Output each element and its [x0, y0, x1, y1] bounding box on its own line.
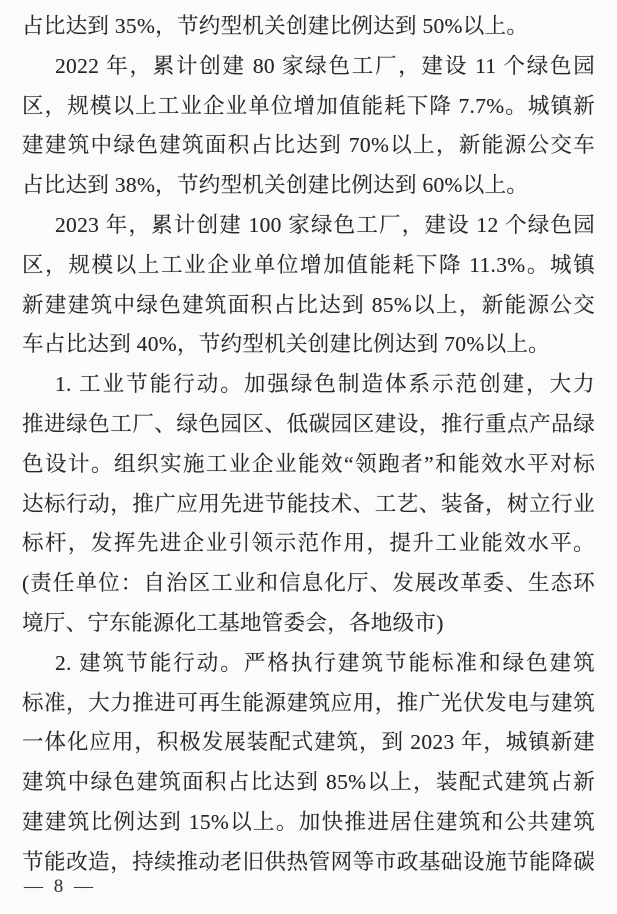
paragraph-target-2022: [22, 47, 595, 206]
text-line: 占比达到 38%，节约型机关创建比例达到 60%以上。: [22, 173, 529, 198]
text-line: 建筑中绿色建筑面积占比达到 85%以上，装配式建筑占新: [22, 770, 595, 795]
text-line: 区，规模以上工业企业单位增加值能耗下降 7.7%。城镇新: [22, 93, 595, 118]
text-line: 新建建筑中绿色建筑面积占比达到 85%以上，新能源公交: [22, 292, 595, 317]
text-line: 色设计。组织实施工业企业能效“领跑者”和能效水平对标: [22, 451, 595, 476]
text-line: 标杆，发挥先进企业引领示范作用，提升工业能效水平。: [22, 531, 595, 556]
text-line: 2. 建筑节能行动。严格执行建筑节能标准和绿色建筑: [55, 650, 595, 675]
text-line: 达标行动，推广应用先进节能技术、工艺、装备，树立行业: [22, 491, 595, 516]
text-line: 2023 年，累计创建 100 家绿色工厂，建设 12 个绿色园: [55, 212, 595, 237]
text-line: 1. 工业节能行动。加强绿色制造体系示范创建，大力: [55, 372, 595, 397]
text-line: 建建筑比例达到 15%以上。加快推进居住建筑和公共建筑: [22, 809, 595, 834]
document-body: [22, 7, 595, 883]
text-line: 一体化应用，积极发展装配式建筑，到 2023 年，城镇新建: [22, 730, 595, 755]
text-line: 2022 年，累计创建 80 家绿色工厂，建设 11 个绿色园: [55, 53, 595, 78]
text-line: 建建筑中绿色建筑面积占比达到 70%以上，新能源公交车: [22, 133, 595, 158]
paragraph-action-1-industrial: [22, 365, 595, 644]
page-number: — 8 —: [24, 876, 96, 897]
text-line: 推进绿色工厂、绿色园区、低碳园区建设，推行重点产品绿: [22, 411, 595, 436]
text-line: (责任单位：自治区工业和信息化厅、发展改革委、生态环: [22, 571, 595, 596]
paragraph-action-2-building: [22, 644, 595, 883]
text-line: 标准，大力推进可再生能源建筑应用，推广光伏发电与建筑: [22, 690, 595, 715]
paragraph-target-2023: [22, 206, 595, 365]
paragraph-continuation: [22, 7, 595, 47]
text-line: 节能改造，持续推动老旧供热管网等市政基础设施节能降碳: [22, 849, 595, 874]
text-line: 境厅、宁东能源化工基地管委会，各地级市): [22, 610, 444, 635]
text-line: 占比达到 35%，节约型机关创建比例达到 50%以上。: [22, 14, 529, 38]
text-line: 区，规模以上工业企业单位增加值能耗下降 11.3%。城镇: [22, 252, 595, 277]
text-line: 车占比达到 40%，节约型机关创建比例达到 70%以上。: [22, 332, 550, 357]
